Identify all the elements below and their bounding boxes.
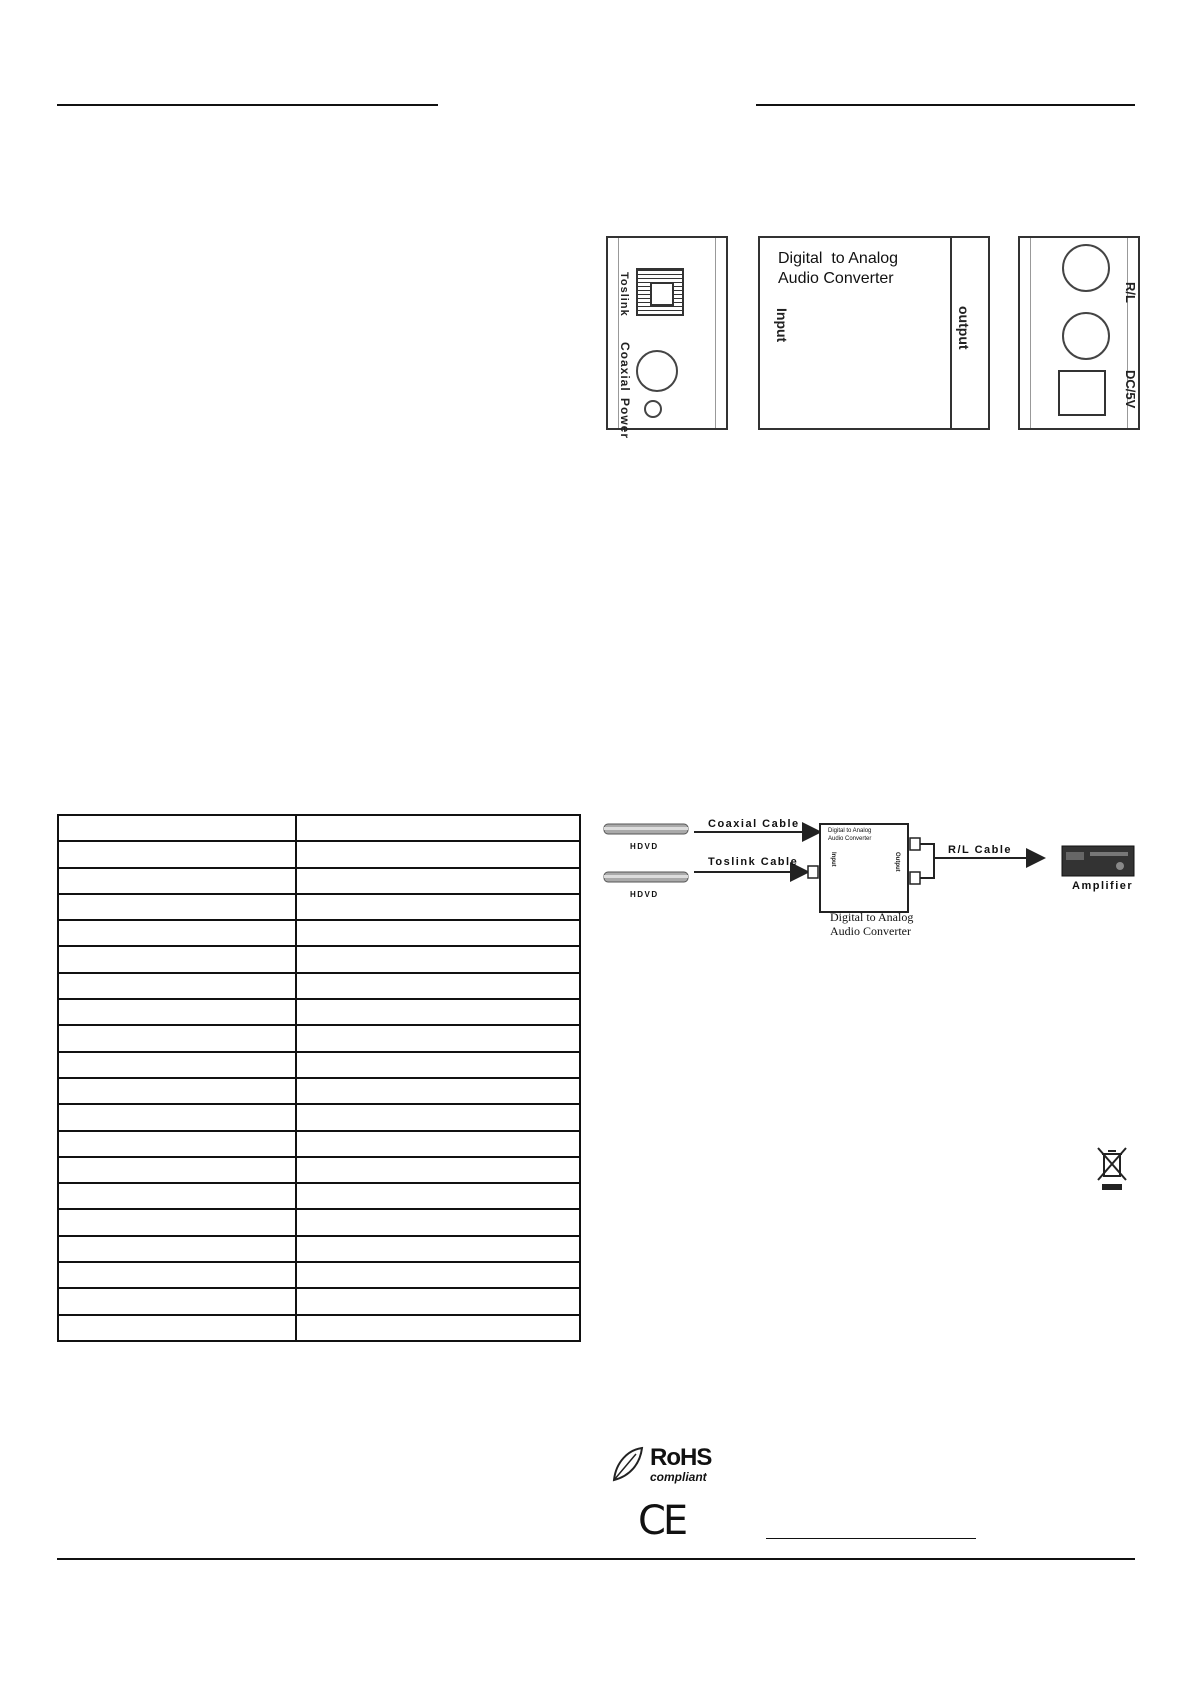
input-label: Input [774,308,790,343]
device-caption-line1: Digital to Analog [830,910,914,924]
table-cell [58,1288,296,1314]
table-row [58,1052,580,1078]
hdvd-label-1: HDVD [630,842,659,851]
table-cell [296,1131,580,1157]
dc-label: DC/5V [1123,370,1138,409]
table-cell [296,1288,580,1314]
table-cell [296,815,580,841]
table-cell [296,1315,580,1341]
table-cell [58,1209,296,1235]
table-row [58,1288,580,1314]
table-cell [58,1078,296,1104]
table-cell [296,946,580,972]
rl-jack-top [1062,244,1110,292]
table-cell [58,1052,296,1078]
table-row [58,999,580,1025]
bottom-rule [57,1558,1135,1560]
device-title-line1: Digital to Analog [778,250,899,267]
spec-table [57,814,581,1342]
table-cell [296,973,580,999]
top-rule-right [756,104,1135,106]
table-cell [296,1236,580,1262]
coaxial-label: Coaxial [618,342,632,392]
signature-line [766,1538,976,1539]
table-cell [58,1104,296,1130]
dc-power-port [1058,370,1106,416]
toslink-cable-label: Toslink Cable [708,856,799,868]
device-output-label: Output [894,852,900,872]
table-row [58,1315,580,1341]
table-cell [58,1157,296,1183]
table-row [58,841,580,867]
table-cell [296,999,580,1025]
table-row [58,1157,580,1183]
rohs-compliant-text: compliant [650,1470,707,1484]
table-cell [58,1183,296,1209]
weee-bin-icon [1094,1146,1130,1192]
table-row [58,1183,580,1209]
table-row [58,1262,580,1288]
amplifier-icon [1062,846,1134,876]
leaf-icon [610,1444,644,1484]
device-small-text-1: Digital to Analog [828,828,872,834]
ce-mark: CE [638,1498,686,1544]
table-row [58,973,580,999]
table-row [58,1131,580,1157]
coaxial-jack [636,350,678,392]
rl-label: R/L [1123,282,1138,303]
rl-jack-bottom [1062,312,1110,360]
power-jack [644,400,662,418]
table-cell [296,1052,580,1078]
rl-cable-label: R/L Cable [948,844,1013,856]
hdvd-player-1 [604,824,688,834]
table-cell [296,841,580,867]
table-cell [58,1315,296,1341]
table-cell [296,894,580,920]
table-cell [58,920,296,946]
table-cell [58,815,296,841]
toslink-port [636,268,684,316]
table-cell [58,868,296,894]
table-row [58,894,580,920]
table-cell [296,1157,580,1183]
back-panel-diagram [1018,236,1140,430]
front-panel-diagram [606,236,728,440]
table-cell [296,920,580,946]
toslink-label: Toslink [618,272,630,317]
table-cell [296,1262,580,1288]
table-row [58,1025,580,1051]
coaxial-cable-label: Coaxial Cable [708,818,800,830]
table-row [58,920,580,946]
output-label: output [956,306,972,350]
table-row [58,815,580,841]
table-cell [58,1236,296,1262]
table-cell [58,973,296,999]
table-cell [296,868,580,894]
device-title-line2: Audio Converter [778,270,894,287]
table-cell [58,999,296,1025]
table-cell [296,1209,580,1235]
power-label: Power [618,398,632,440]
connection-diagram [600,808,1140,938]
table-cell [58,1131,296,1157]
table-cell [58,946,296,972]
table-cell [296,1183,580,1209]
table-row [58,1104,580,1130]
rohs-logo [610,1444,722,1486]
top-rule-left [57,104,438,106]
table-row [58,868,580,894]
top-panel-diagram [758,236,990,430]
rohs-text: RoHS [650,1444,712,1471]
table-cell [58,894,296,920]
amplifier-label: Amplifier [1072,880,1134,892]
device-small-text-2: Audio Converter [828,836,872,842]
device-caption-line2: Audio Converter [830,924,911,938]
hdvd-player-2 [604,872,688,882]
table-row [58,1078,580,1104]
table-cell [58,841,296,867]
table-cell [58,1025,296,1051]
table-row [58,946,580,972]
device-input-label: Input [830,852,836,867]
table-cell [58,1262,296,1288]
hdvd-label-2: HDVD [630,890,659,899]
table-cell [296,1078,580,1104]
table-row [58,1209,580,1235]
table-row [58,1236,580,1262]
table-cell [296,1025,580,1051]
table-cell [296,1104,580,1130]
